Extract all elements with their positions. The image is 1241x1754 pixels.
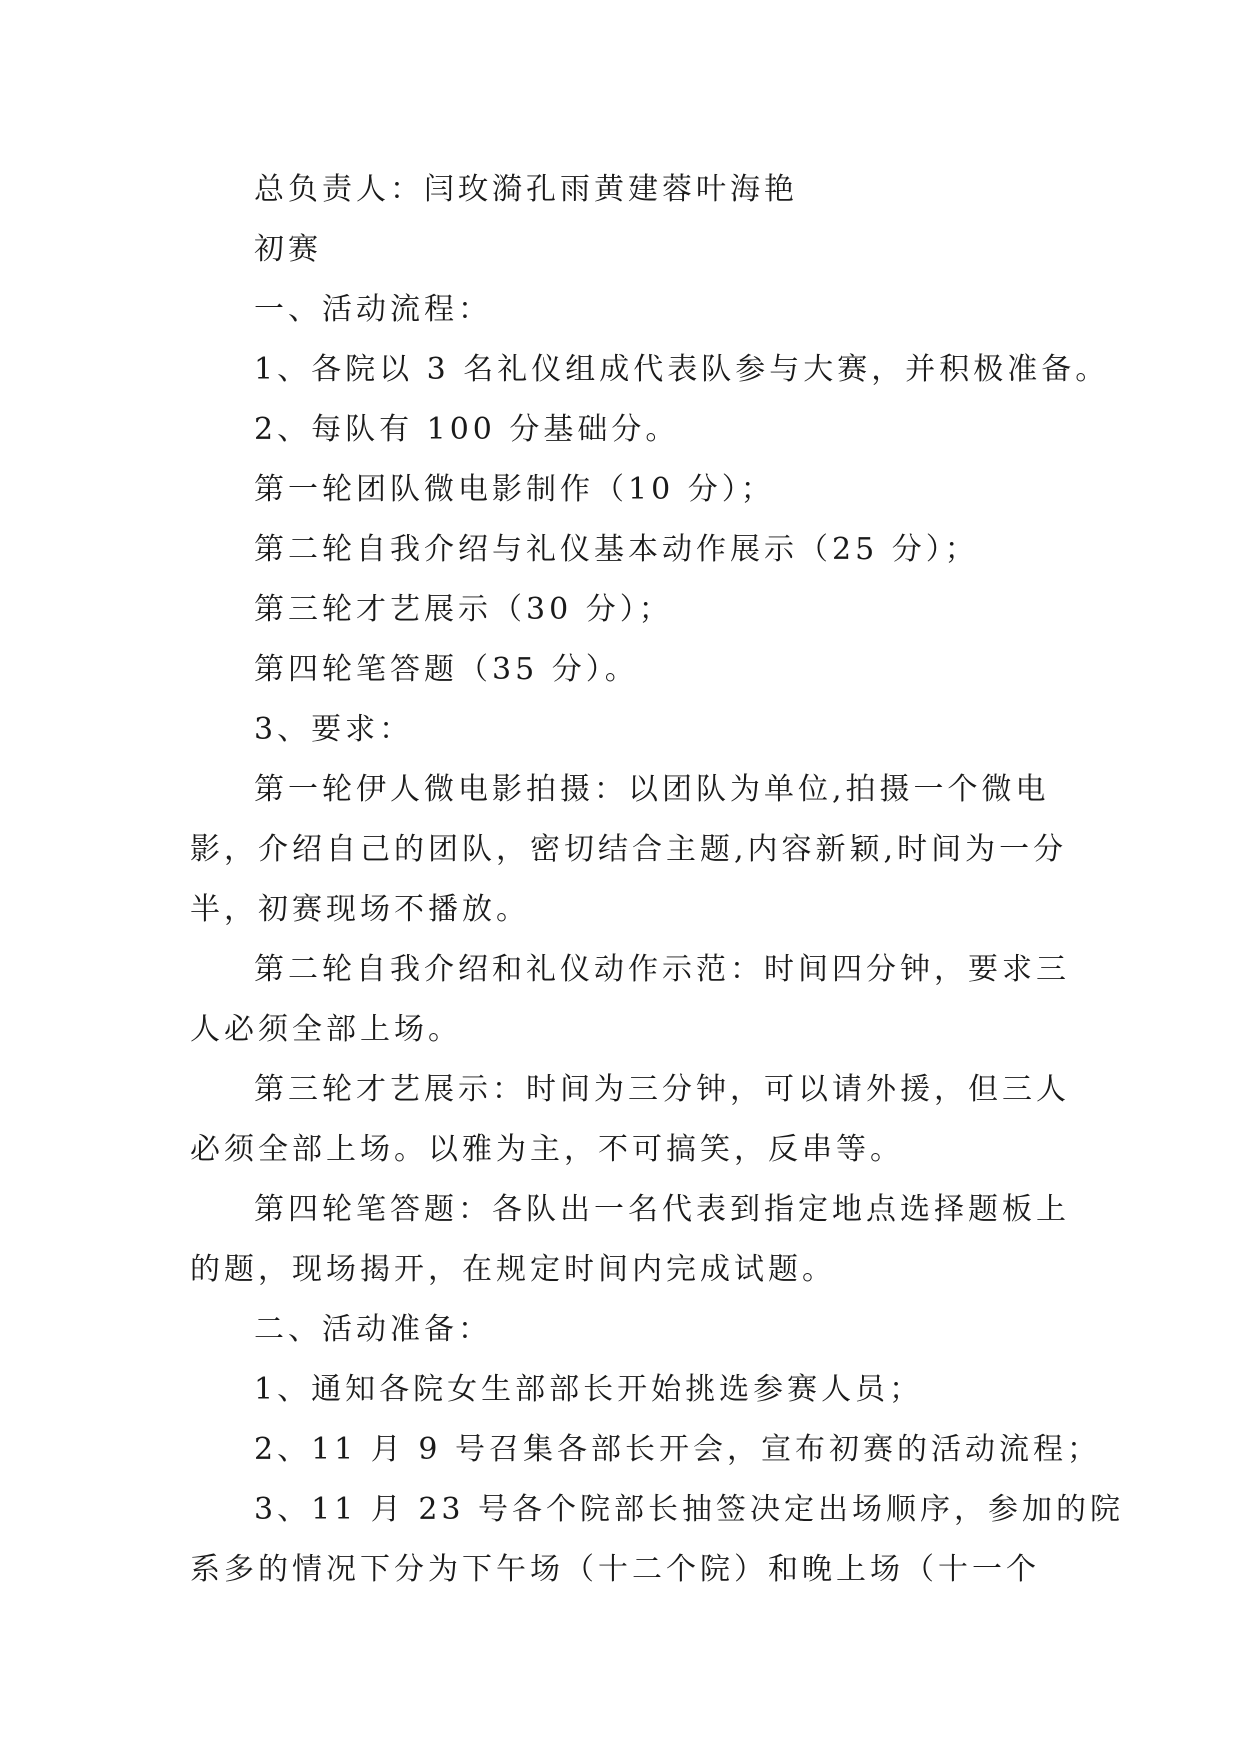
text-line: 第一轮伊人微电影拍摄：以团队为单位,拍摄一个微电 bbox=[254, 772, 1050, 807]
text-line: 系多的情况下分为下午场（十二个院）和晚上场（十一个 bbox=[190, 1552, 1040, 1587]
text-line: 2、11 月 9 号召集各部长开会，宣布初赛的活动流程； bbox=[254, 1432, 1101, 1467]
text-line: 3、要求： bbox=[254, 712, 414, 747]
text-line: 总负责人：闫玫漪孔雨黄建蓉叶海艳 bbox=[254, 172, 798, 207]
text-line: 第一轮团队微电影制作（10 分）； bbox=[254, 472, 775, 507]
text-line: 的题，现场揭开，在规定时间内完成试题。 bbox=[190, 1252, 836, 1287]
text-line: 第四轮笔答题（35 分）。 bbox=[254, 652, 639, 687]
text-line: 半，初赛现场不播放。 bbox=[190, 892, 530, 927]
text-line: 必须全部上场。以雅为主，不可搞笑，反串等。 bbox=[190, 1132, 904, 1167]
text-line: 影，介绍自己的团队，密切结合主题,内容新颖,时间为一分 bbox=[190, 832, 1068, 867]
document-body bbox=[190, 160, 1125, 1600]
text-line: 第二轮自我介绍和礼仪动作示范：时间四分钟，要求三 bbox=[254, 952, 1070, 987]
text-line: 3、11 月 23 号各个院部长抽签决定出场顺序，参加的院 bbox=[254, 1492, 1125, 1527]
text-line: 1、各院以 3 名礼仪组成代表队参与大赛，并积极准备。 bbox=[254, 352, 1110, 387]
text-line: 人必须全部上场。 bbox=[190, 1012, 462, 1047]
text-line: 一、活动流程： bbox=[254, 292, 492, 327]
text-line: 第四轮笔答题：各队出一名代表到指定地点选择题板上 bbox=[254, 1192, 1070, 1227]
text-line: 1、通知各院女生部部长开始挑选参赛人员； bbox=[254, 1372, 924, 1407]
text-line: 第三轮才艺展示：时间为三分钟，可以请外援，但三人 bbox=[254, 1072, 1070, 1107]
text-line: 初赛 bbox=[254, 232, 322, 267]
text-line: 第二轮自我介绍与礼仪基本动作展示（25 分）； bbox=[254, 532, 979, 567]
text-line: 二、活动准备： bbox=[254, 1312, 492, 1347]
text-line: 第三轮才艺展示（30 分）； bbox=[254, 592, 673, 627]
text-line: 2、每队有 100 分基础分。 bbox=[254, 412, 680, 447]
